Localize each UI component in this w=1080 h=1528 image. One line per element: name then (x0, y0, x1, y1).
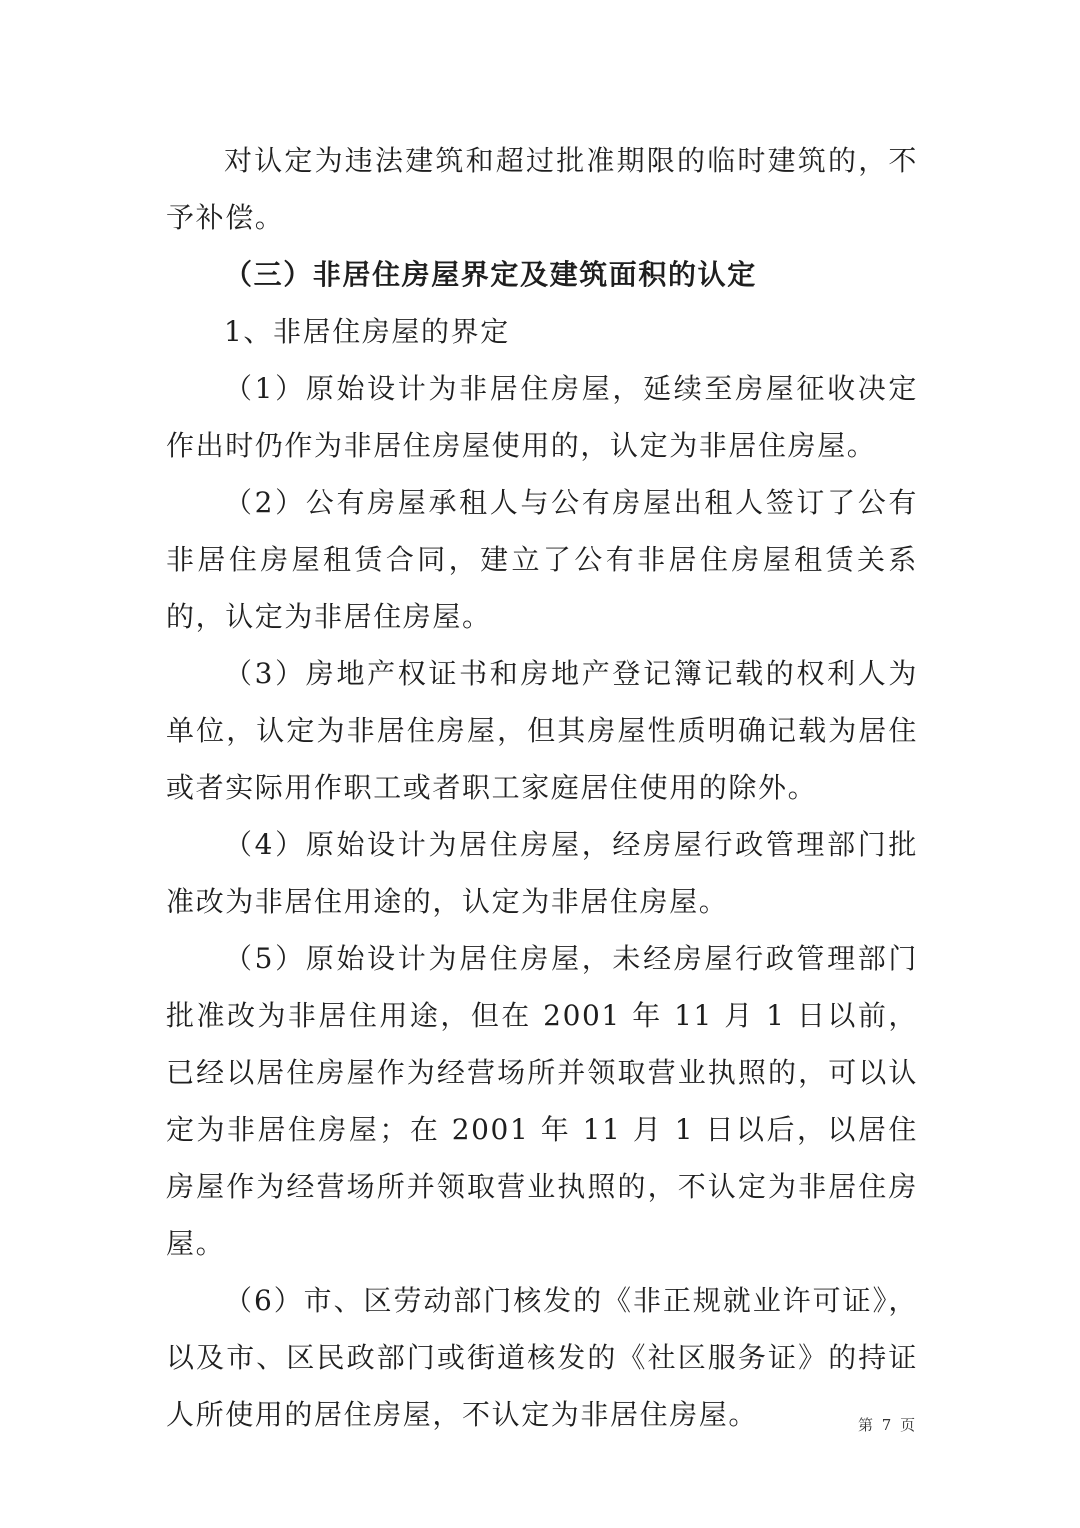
list-item-4: （4）原始设计为居住房屋，经房屋行政管理部门批准改为非居住用途的，认定为非居住房屋。 (166, 828, 918, 918)
document-body (166, 132, 918, 1443)
list-item-6: （6）市、区劳动部门核发的《非正规就业许可证》，以及市、区民政部门或街道核发的《社区服务证》的持证人所使用的居住房屋，不认定为非居住房屋。 (166, 1284, 918, 1431)
list-item-2: （2）公有房屋承租人与公有房屋出租人签订了公有非居住房屋租赁合同，建立了公有非居住房屋租赁关系的，认定为非居住房屋。 (166, 486, 918, 633)
section-heading: （三）非居住房屋界定及建筑面积的认定 (224, 258, 757, 291)
page-number: 第 7 页 (858, 1416, 918, 1434)
paragraph-no-compensation: 对认定为违法建筑和超过批准期限的临时建筑的，不予补偿。 (166, 144, 918, 234)
list-item-3: （3）房地产权证书和房地产登记簿记载的权利人为单位，认定为非居住房屋，但其房屋性质明确记载为居住或者实际用作职工或者职工家庭居住使用的除外。 (166, 657, 918, 804)
list-item-1: （1）原始设计为非居住房屋，延续至房屋征收决定作出时仍作为非居住房屋使用的，认定为非居住房屋。 (166, 372, 918, 462)
list-item-5: （5）原始设计为居住房屋，未经房屋行政管理部门批准改为非居住用途，但在 2001 年 11 月 1 日以前，已经以居住房屋作为经营场所并领取营业执照的，可以认定为非居住房屋；在 2001 年 11 月 1 日以后，以居住房屋作为经营场所并领取营业执照的，不认定为非居住房屋。 (166, 942, 918, 1260)
subsection-heading: 1、非居住房屋的界定 (224, 315, 510, 348)
